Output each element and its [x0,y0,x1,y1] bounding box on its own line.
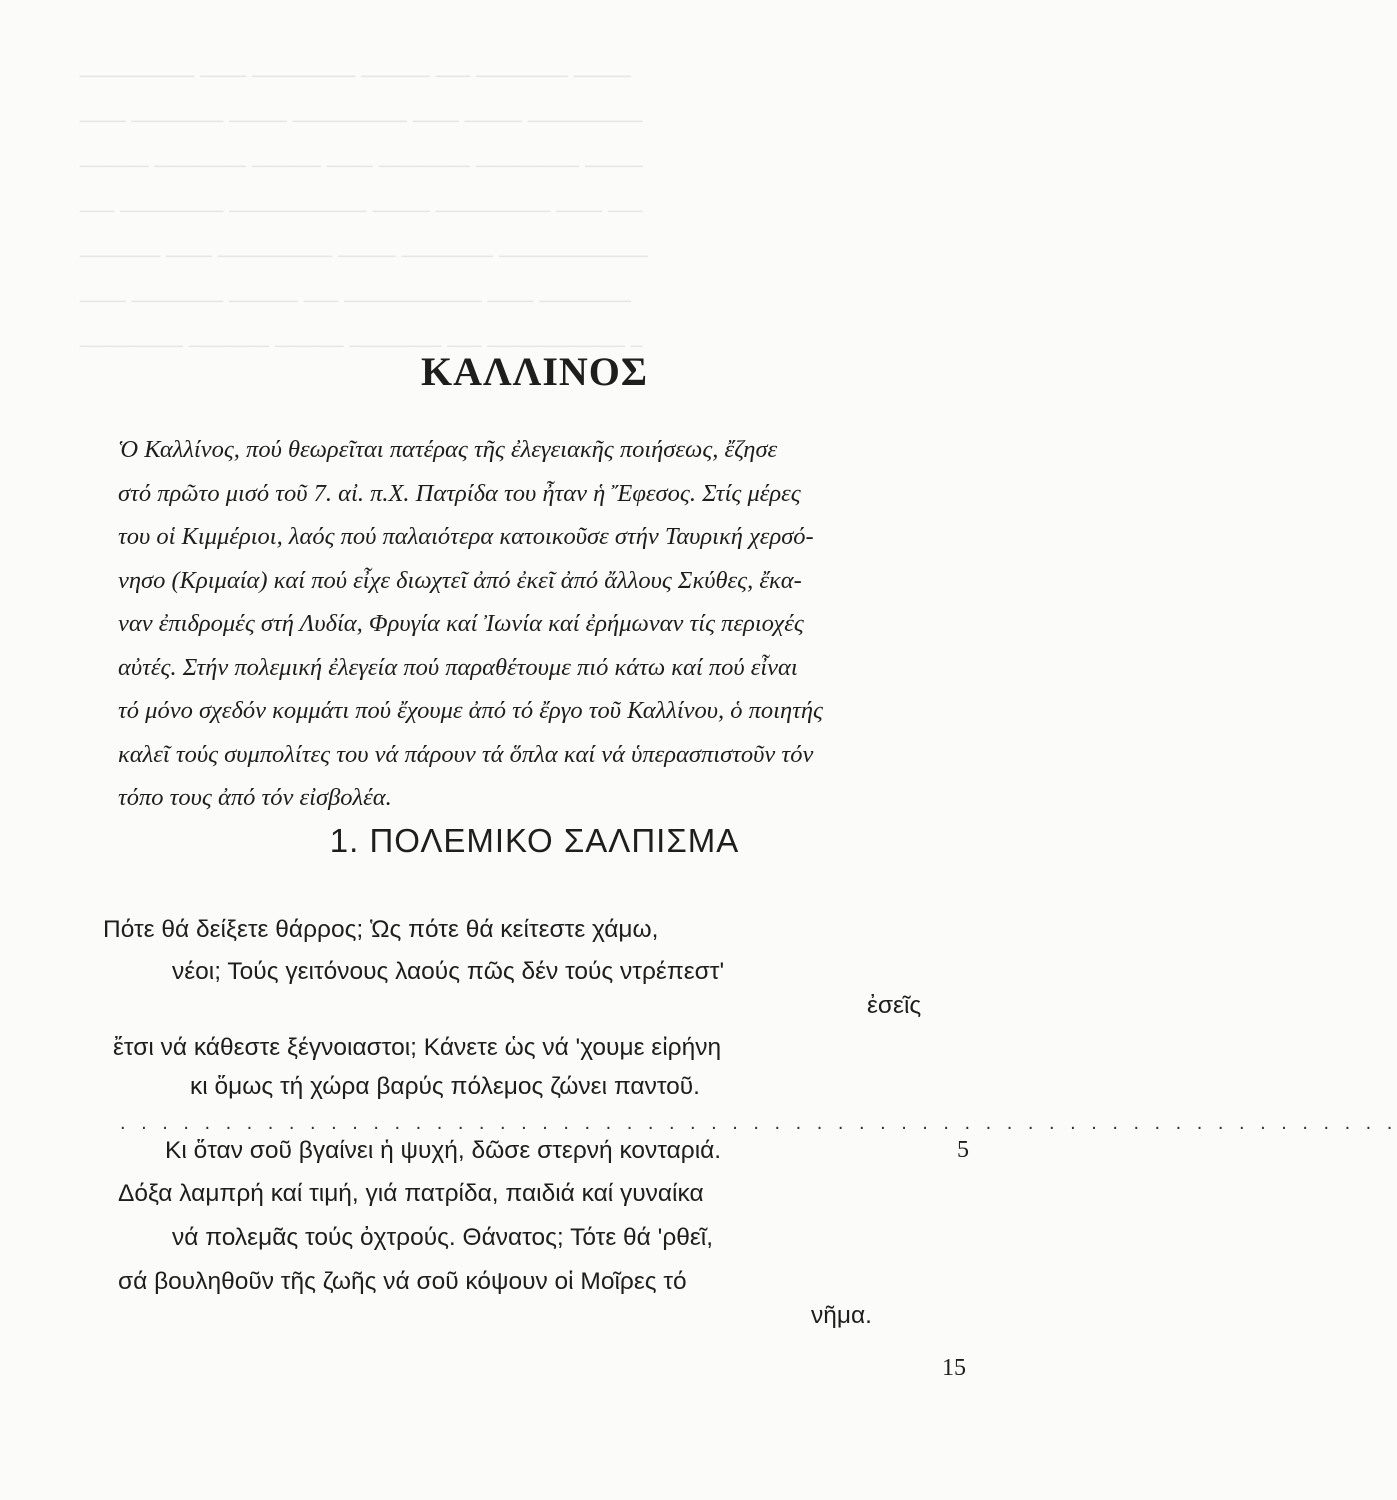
intro-line: καλεῖ τούς συμπολίτες του νά πάρουν τά ὅπλα καί νά ὑπερασπιστοῦν τόν [118,740,814,768]
show-through-background: ────────── ──── ───────── ────── ─── ──────── ───── ──── ──────── ───── ────────── ──── ───── ────────── ────── ──────── ────── ──── ──────── ───────── ───── ─── ───────── ──────────── ───── ────────── ──── ─── ─────── ──── ────────── ───── ──────── ───────────── ──── ──────── ────── ─── ──────────── ──── ──────── ───────── ─────── ────── ──────── ─── ──────────── ─ [80,66,648,358]
intro-line: αὐτές. Στήν πολεμική ἐλεγεία πού παραθέτουμε πιό κάτω καί πού εἶναι [118,653,798,681]
intro-line: ναν ἐπιδρομές στή Λυδία, Φρυγία καί Ἰωνία καί ἐρήμωναν τίς περιοχές [118,610,804,637]
poem-heading: 1. ΠΟΛΕΜΙΚΟ ΣΑΛΠΙΣΜΑ [329,822,740,859]
intro-line: στό πρῶτο μισό τοῦ 7. αἰ. π.Χ. Πατρίδα του ἦταν ἡ Ἔφεσος. Στίς μέρες [118,479,801,507]
intro-line: τό μόνο σχεδόν κομμάτι πού ἔχουμε ἀπό τό ἔργο τοῦ Καλλίνου, ὁ ποιητής [118,697,823,724]
intro-line: νησο (Κριμαία) καί πού εἶχε διωχτεῖ ἀπό ἐκεῖ ἀπό ἄλλους Σκύθες, ἔκα- [118,566,802,594]
poem-line-6: Δόξα λαμπρή καί τιμή, γιά πατρίδα, παιδιά καί γυναίκα [118,1180,704,1207]
page-title: ΚΑΛΛΙΝΟΣ [420,349,649,394]
page-number: 15 [942,1355,966,1381]
poem-line-1: Πότε θά δείξετε θάρρος; Ὡς πότε θά κείτεστε χάμω, [103,916,659,943]
poem-line-5: Κι ὅταν σοῦ βγαίνει ἡ ψυχή, δῶσε στερνή κονταριά. [165,1137,722,1164]
poem-line-8: σά βουληθοῦν τῆς ζωῆς νά σοῦ κόψουν οἱ Μοῖρες τό [118,1268,687,1295]
poem-line-8-continuation: νῆμα. [811,1302,872,1329]
poem-line-2: νέοι; Τούς γειτόνους λαούς πῶς δέν τούς ντρέπεστ' [172,958,725,985]
intro-line: Ὁ Καλλίνος, πού θεωρεῖται πατέρας τῆς ἐλεγειακῆς ποιήσεως, ἔζησε [118,436,778,463]
poem-line-4: κι ὅμως τή χώρα βαρύς πόλεμος ζώνει παντοῦ. [190,1073,700,1100]
poem-line-2-continuation: ἐσεῖς [867,992,922,1019]
omission-dots: . . . . . . . . . . . . . . . . . . . . . . . . . . . . . . . . . . . . . . . . . . . . . . . . . . . . . . . . . . . . . [120,1112,1397,1134]
poem-line-3: ἔτσι νά κάθεστε ξέγνοιαστοι; Κάνετε ὡς νά 'χουμε εἰρήνη [113,1034,722,1061]
intro-line: του οἱ Κιμμέριοι, λαός πού παλαιότερα κατοικοῦσε στήν Ταυρική χερσό- [118,523,814,550]
line-number: 5 [957,1137,969,1163]
intro-line: τόπο τους ἀπό τόν εἰσβολέα. [118,784,392,811]
poem-line-7: νά πολεμᾶς τούς ὀχτρούς. Θάνατος; Τότε θά 'ρθεῖ, [172,1224,714,1251]
